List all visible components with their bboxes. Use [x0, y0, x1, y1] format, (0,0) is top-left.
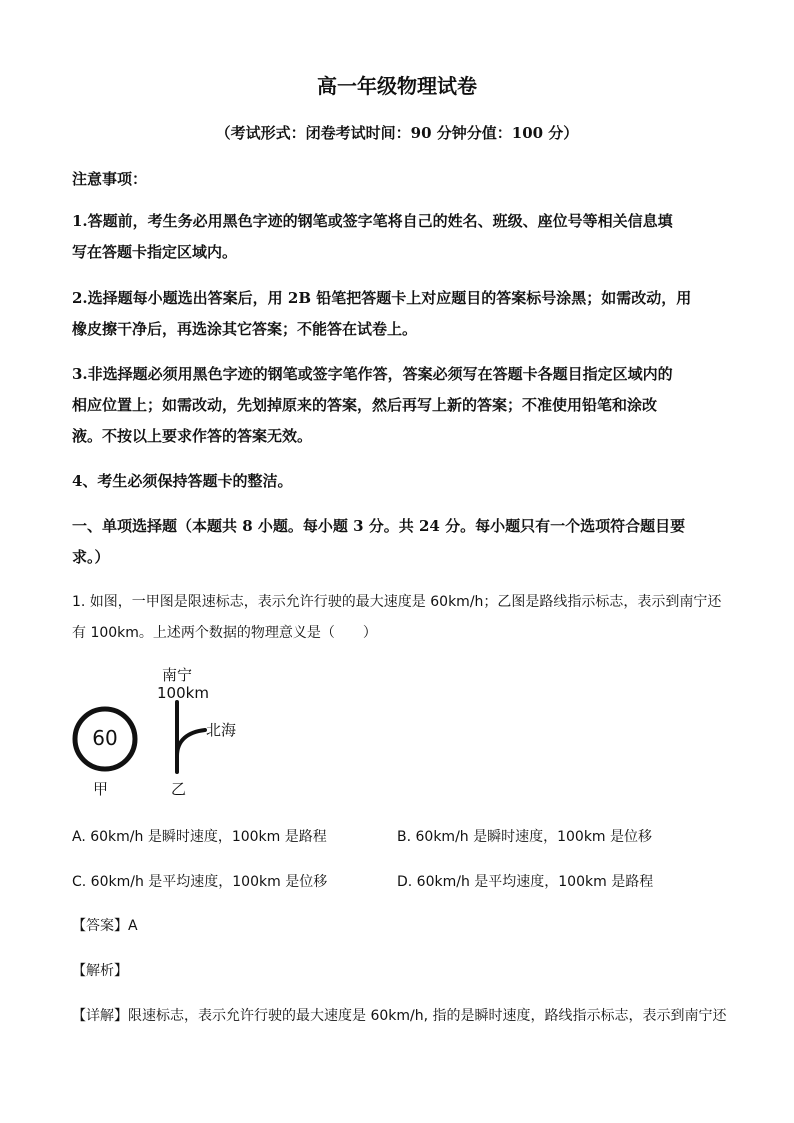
- question-1-stem-line-1: 1. 如图，一甲图是限速标志，表示允许行驶的最大速度是 60km/h；乙图是路线指示标志，表示到南宁还: [72, 594, 722, 610]
- analysis-label: 【解析】: [72, 963, 128, 979]
- note-item-3-line-3: 液。不按以上要求作答的答案无效。: [72, 427, 313, 445]
- label-jia: 甲: [93, 780, 109, 798]
- detail-text: 【详解】限速标志，表示允许行驶的最大速度是 60km/h, 指的是瞬时速度，路线指示标志，表示到南宁还: [72, 1008, 727, 1024]
- notes-heading: 注意事项：: [72, 170, 148, 188]
- answer-label: 【答案】A: [72, 918, 138, 934]
- section-heading-line-1: 一、单项选择题（本题共 8 小题。每小题 3 分。共 24 分。每小题只有一个选项符合题目要: [72, 517, 686, 535]
- note-item-3-line-2: 相应位置上；如需改动，先划掉原来的答案，然后再写上新的答案；不准使用铅笔和涂改: [72, 396, 658, 414]
- sign-distance: 100km: [157, 684, 209, 702]
- option-b: B. 60km/h 是瞬时速度，100km 是位移: [397, 829, 653, 845]
- option-c: C. 60km/h 是平均速度，100km 是位移: [72, 874, 328, 890]
- label-yi: 乙: [171, 780, 187, 798]
- note-item-3-line-1: 3.非选择题必须用黑色字迹的钢笔或签字笔作答，答案必须写在答题卡各题目指定区域内的: [72, 365, 673, 383]
- sign-city-nanning: 南宁: [162, 666, 193, 684]
- question-1-stem-line-2: 有 100km。上述两个数据的物理意义是（ ）: [72, 625, 377, 641]
- note-item-1-line-2: 写在答题卡指定区域内。: [72, 243, 238, 261]
- note-item-1-line-1: 1.答题前，考生务必用黑色字迹的钢笔或签字笔将自己的姓名、班级、座位号等相关信息填: [72, 212, 673, 230]
- note-item-2-line-1: 2.选择题每小题选出答案后，用 2B 铅笔把答题卡上对应题目的答案标号涂黑；如需改动，用: [72, 289, 692, 307]
- sign-city-beihai: 北海: [206, 721, 237, 739]
- option-d: D. 60km/h 是平均速度，100km 是路程: [397, 874, 654, 890]
- note-item-2-line-2: 橡皮擦干净后，再选涂其它答案；不能答在试卷上。: [72, 320, 418, 338]
- exam-info: （考试形式：闭卷考试时间：90 分钟分值：100 分）: [215, 124, 579, 142]
- note-item-4: 4、考生必须保持答题卡的整洁。: [72, 472, 293, 490]
- section-heading-line-2: 求。）: [72, 548, 110, 566]
- page-title: 高一年级物理试卷: [317, 74, 477, 98]
- option-a: A. 60km/h 是瞬时速度，100km 是路程: [72, 829, 327, 845]
- route-sign-branch-road: [177, 730, 205, 756]
- speed-limit-value: 60: [92, 726, 118, 750]
